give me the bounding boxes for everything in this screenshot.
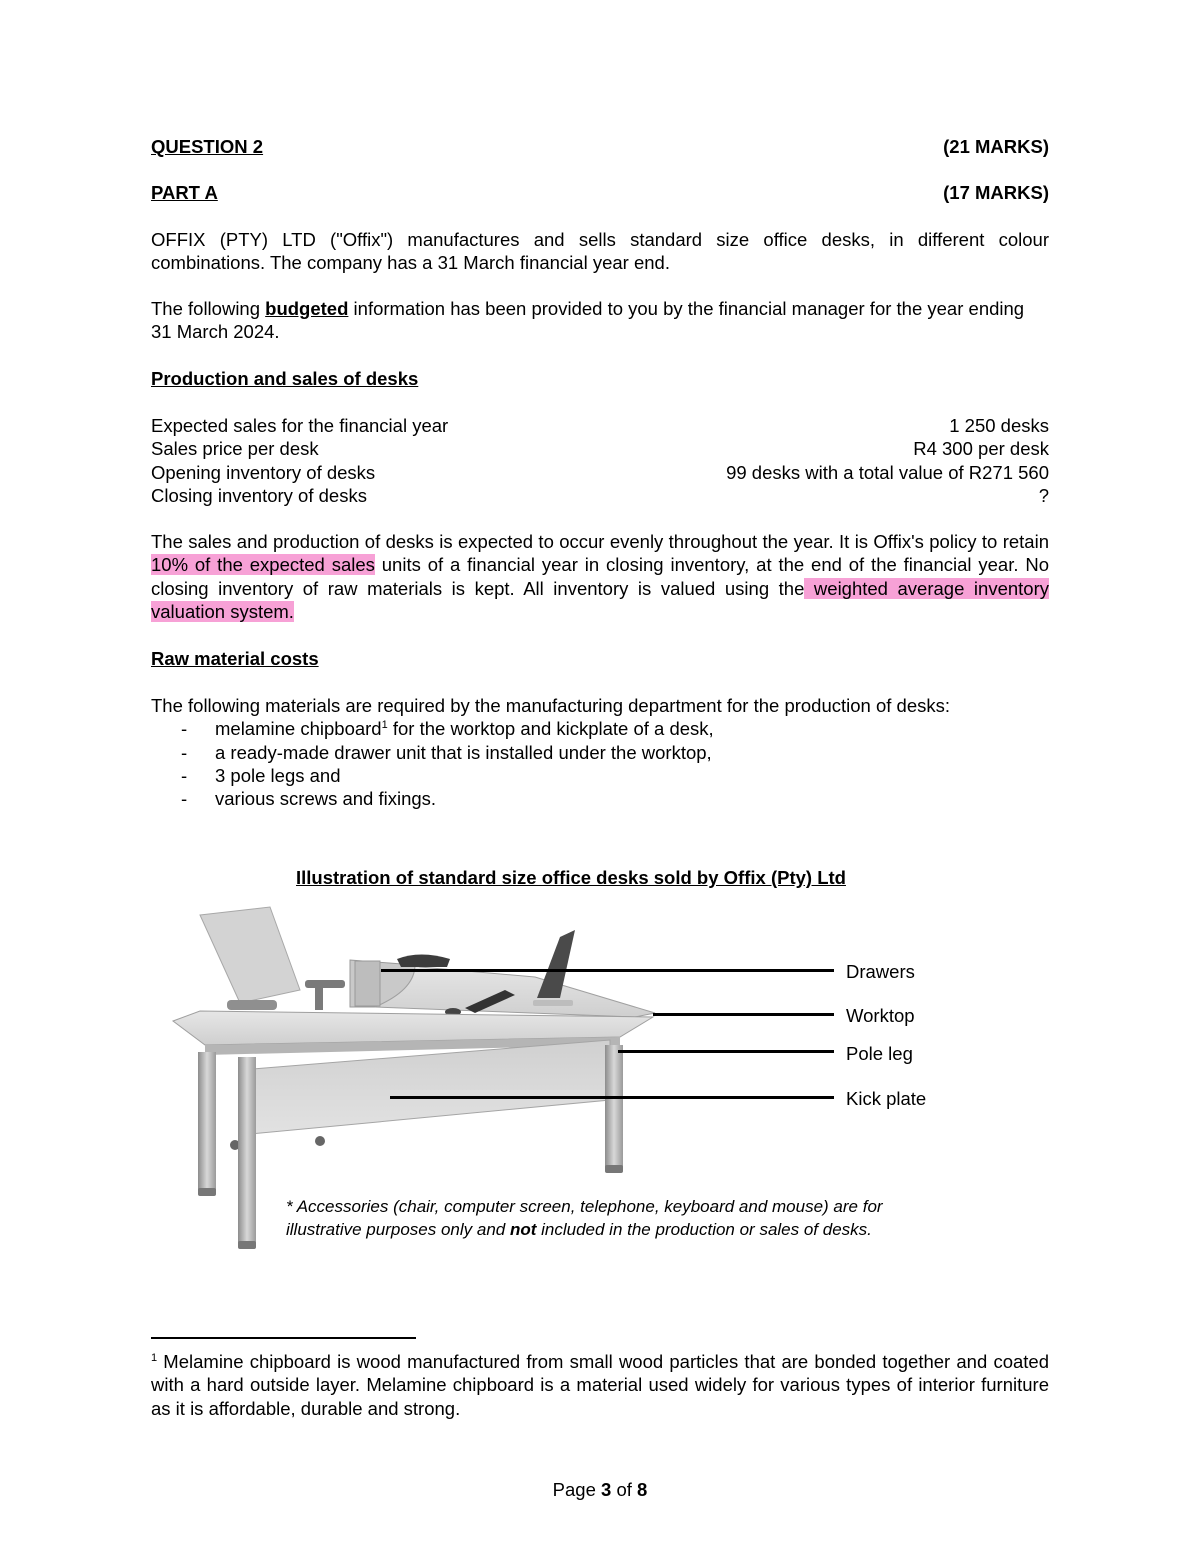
production-label: Closing inventory of desks <box>151 484 367 506</box>
list-item <box>151 764 1049 787</box>
footnote-ref[interactable]: 1 <box>381 719 388 732</box>
raw-material-list <box>151 717 1049 810</box>
part-header <box>151 181 1049 204</box>
production-label: Opening inventory of desks <box>151 461 376 483</box>
highlight-weighted-average: weighted average inventory valuation system. <box>151 577 1049 622</box>
production-label: Expected sales for the financial year <box>151 415 449 436</box>
part-marks: (17 MARKS) <box>943 182 1049 203</box>
page-prefix: Page <box>552 1479 602 1500</box>
callout-line-worktop <box>653 1013 834 1016</box>
callout-line-drawers <box>381 969 834 972</box>
page-of: of <box>611 1479 638 1500</box>
question-header <box>151 135 1049 158</box>
note-text-after: included in the production or sales of desks. <box>536 1220 872 1239</box>
part-title: PART A <box>151 182 218 203</box>
page-footer <box>0 1478 1200 1501</box>
footnote-number: 1 <box>151 1351 158 1364</box>
production-row <box>151 461 1049 484</box>
policy-text-2: units of a financial year in closing inventory, at the end of the financial year. No closing inventory of raw materials is kept. All inventory is valued using the <box>151 554 1049 599</box>
label-pole-leg: Pole leg <box>846 1043 913 1064</box>
production-table <box>151 414 1049 507</box>
production-value: 99 desks with a total value of R271 560 <box>726 461 1049 483</box>
budget-text-after: information has been provided to you by the financial manager for the year ending 31 March 2024. <box>151 298 1025 343</box>
list-item <box>151 741 1049 764</box>
production-row <box>151 414 1049 437</box>
production-value: ? <box>1038 484 1049 506</box>
production-value: R4 300 per desk <box>913 438 1049 460</box>
budget-text-before: The following <box>151 298 266 319</box>
illustration-title: Illustration of standard size office desks sold by Offix (Pty) Ltd <box>296 867 846 888</box>
question-title: QUESTION 2 <box>151 136 264 157</box>
note-emphasis: not <box>509 1220 537 1239</box>
note-text-before: * Accessories (chair, computer screen, telephone, keyboard and mouse) are for illustrative purposes only and <box>286 1197 883 1239</box>
page-total: 8 <box>637 1479 648 1500</box>
footnote <box>151 1350 1049 1420</box>
budget-emphasis: budgeted <box>265 298 349 319</box>
list-item-text: a ready-made drawer unit that is installed under the worktop, <box>215 741 712 763</box>
footnote-text: Melamine chipboard is wood manufactured from small wood particles that are bonded together and coated with a hard outside layer. Melamine chipboard is a material used widely for various types of interior furniture as it is affordable, durable and strong. <box>151 1351 1049 1419</box>
production-value: 1 250 desks <box>949 415 1049 436</box>
footnote-separator <box>151 1337 416 1339</box>
list-item-text: various screws and fixings. <box>215 788 437 810</box>
list-item-text: 3 pole legs and <box>215 764 341 786</box>
accessories-note <box>286 1195 946 1241</box>
kick-plate <box>240 1040 610 1135</box>
policy-paragraph <box>151 530 1049 623</box>
production-label: Sales price per desk <box>151 438 319 460</box>
raw-material-intro: The following materials are required by the manufacturing department for the production of desks: <box>151 695 951 716</box>
label-kick-plate: Kick plate <box>846 1088 927 1109</box>
budget-paragraph <box>151 297 1049 344</box>
production-row <box>151 437 1049 460</box>
callout-line-kick-plate <box>390 1096 834 1099</box>
production-heading: Production and sales of desks <box>151 368 419 389</box>
list-item <box>151 787 1049 810</box>
raw-material-heading: Raw material costs <box>151 648 319 669</box>
list-item-text: melamine chipboard <box>215 718 382 740</box>
question-marks: (21 MARKS) <box>943 136 1049 157</box>
list-item-rest: for the worktop and kickplate of a desk, <box>387 718 714 740</box>
page-current: 3 <box>601 1479 612 1500</box>
raw-material-section <box>151 694 1049 810</box>
highlight-expected-sales: 10% of the expected sales <box>151 554 375 576</box>
callout-line-pole-leg <box>618 1050 834 1053</box>
intro-paragraph: OFFIX (PTY) LTD ("Offix") manufactures and sells standard size office desks, in different colour combinations. The company has a 31 March financial year end. <box>151 229 1049 274</box>
list-item <box>151 717 1049 740</box>
production-row <box>151 484 1049 507</box>
label-worktop: Worktop <box>846 1005 915 1026</box>
policy-text-1: The sales and production of desks is expected to occur evenly throughout the year. It is Offix's policy to retain <box>151 531 1049 552</box>
label-drawers: Drawers <box>846 961 915 982</box>
